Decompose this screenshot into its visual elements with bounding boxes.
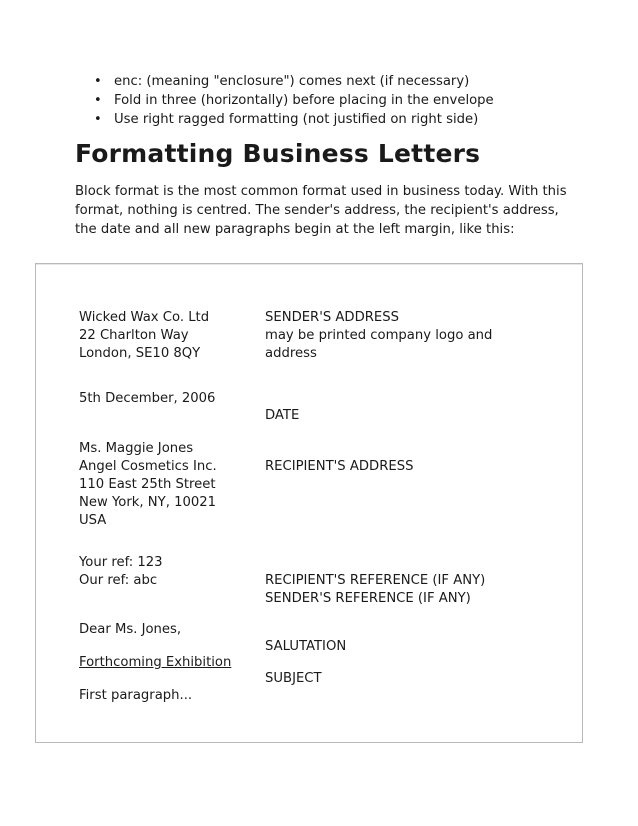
sender-address: Wicked Wax Co. Ltd 22 Charlton Way London, SE10 8QY bbox=[79, 310, 210, 361]
bullet-icon: • bbox=[94, 112, 102, 127]
sender-address-label: SENDER'S ADDRESS may be printed company logo and address bbox=[265, 310, 493, 361]
bullet-icon: • bbox=[94, 93, 102, 108]
list-item: • Use right ragged formatting (not justified on right side) bbox=[94, 112, 479, 127]
salutation-label: SALUTATION bbox=[265, 639, 347, 654]
list-item: • enc: (meaning "enclosure") comes next (if necessary) bbox=[94, 74, 470, 89]
references: Your ref: 123 Our ref: abc bbox=[79, 555, 163, 588]
intro-paragraph: Block format is the most common format used in business today. With this format, nothing is centred. The sender's address, the recipient's address, the date and all new paragraphs begin at the left margin, like this: bbox=[75, 184, 567, 237]
letter-example-box bbox=[35, 263, 583, 743]
bullet-list bbox=[94, 72, 494, 129]
subject-line: Forthcoming Exhibition bbox=[79, 655, 232, 670]
subject-label: SUBJECT bbox=[265, 671, 322, 686]
salutation: Dear Ms. Jones, bbox=[79, 622, 182, 637]
date-label: DATE bbox=[265, 408, 300, 423]
letter-date: 5th December, 2006 bbox=[79, 391, 216, 406]
list-item: • Fold in three (horizontally) before placing in the envelope bbox=[94, 93, 494, 108]
recipient-address: Ms. Maggie Jones Angel Cosmetics Inc. 110 East 25th Street New York, NY, 10021 USA bbox=[79, 441, 217, 528]
references-label: RECIPIENT'S REFERENCE (IF ANY) SENDER'S REFERENCE (IF ANY) bbox=[265, 573, 486, 606]
page-title: Formatting Business Letters bbox=[75, 139, 481, 168]
first-paragraph: First paragraph... bbox=[79, 688, 193, 703]
recipient-address-label: RECIPIENT'S ADDRESS bbox=[265, 459, 414, 474]
bullet-icon: • bbox=[94, 74, 102, 89]
